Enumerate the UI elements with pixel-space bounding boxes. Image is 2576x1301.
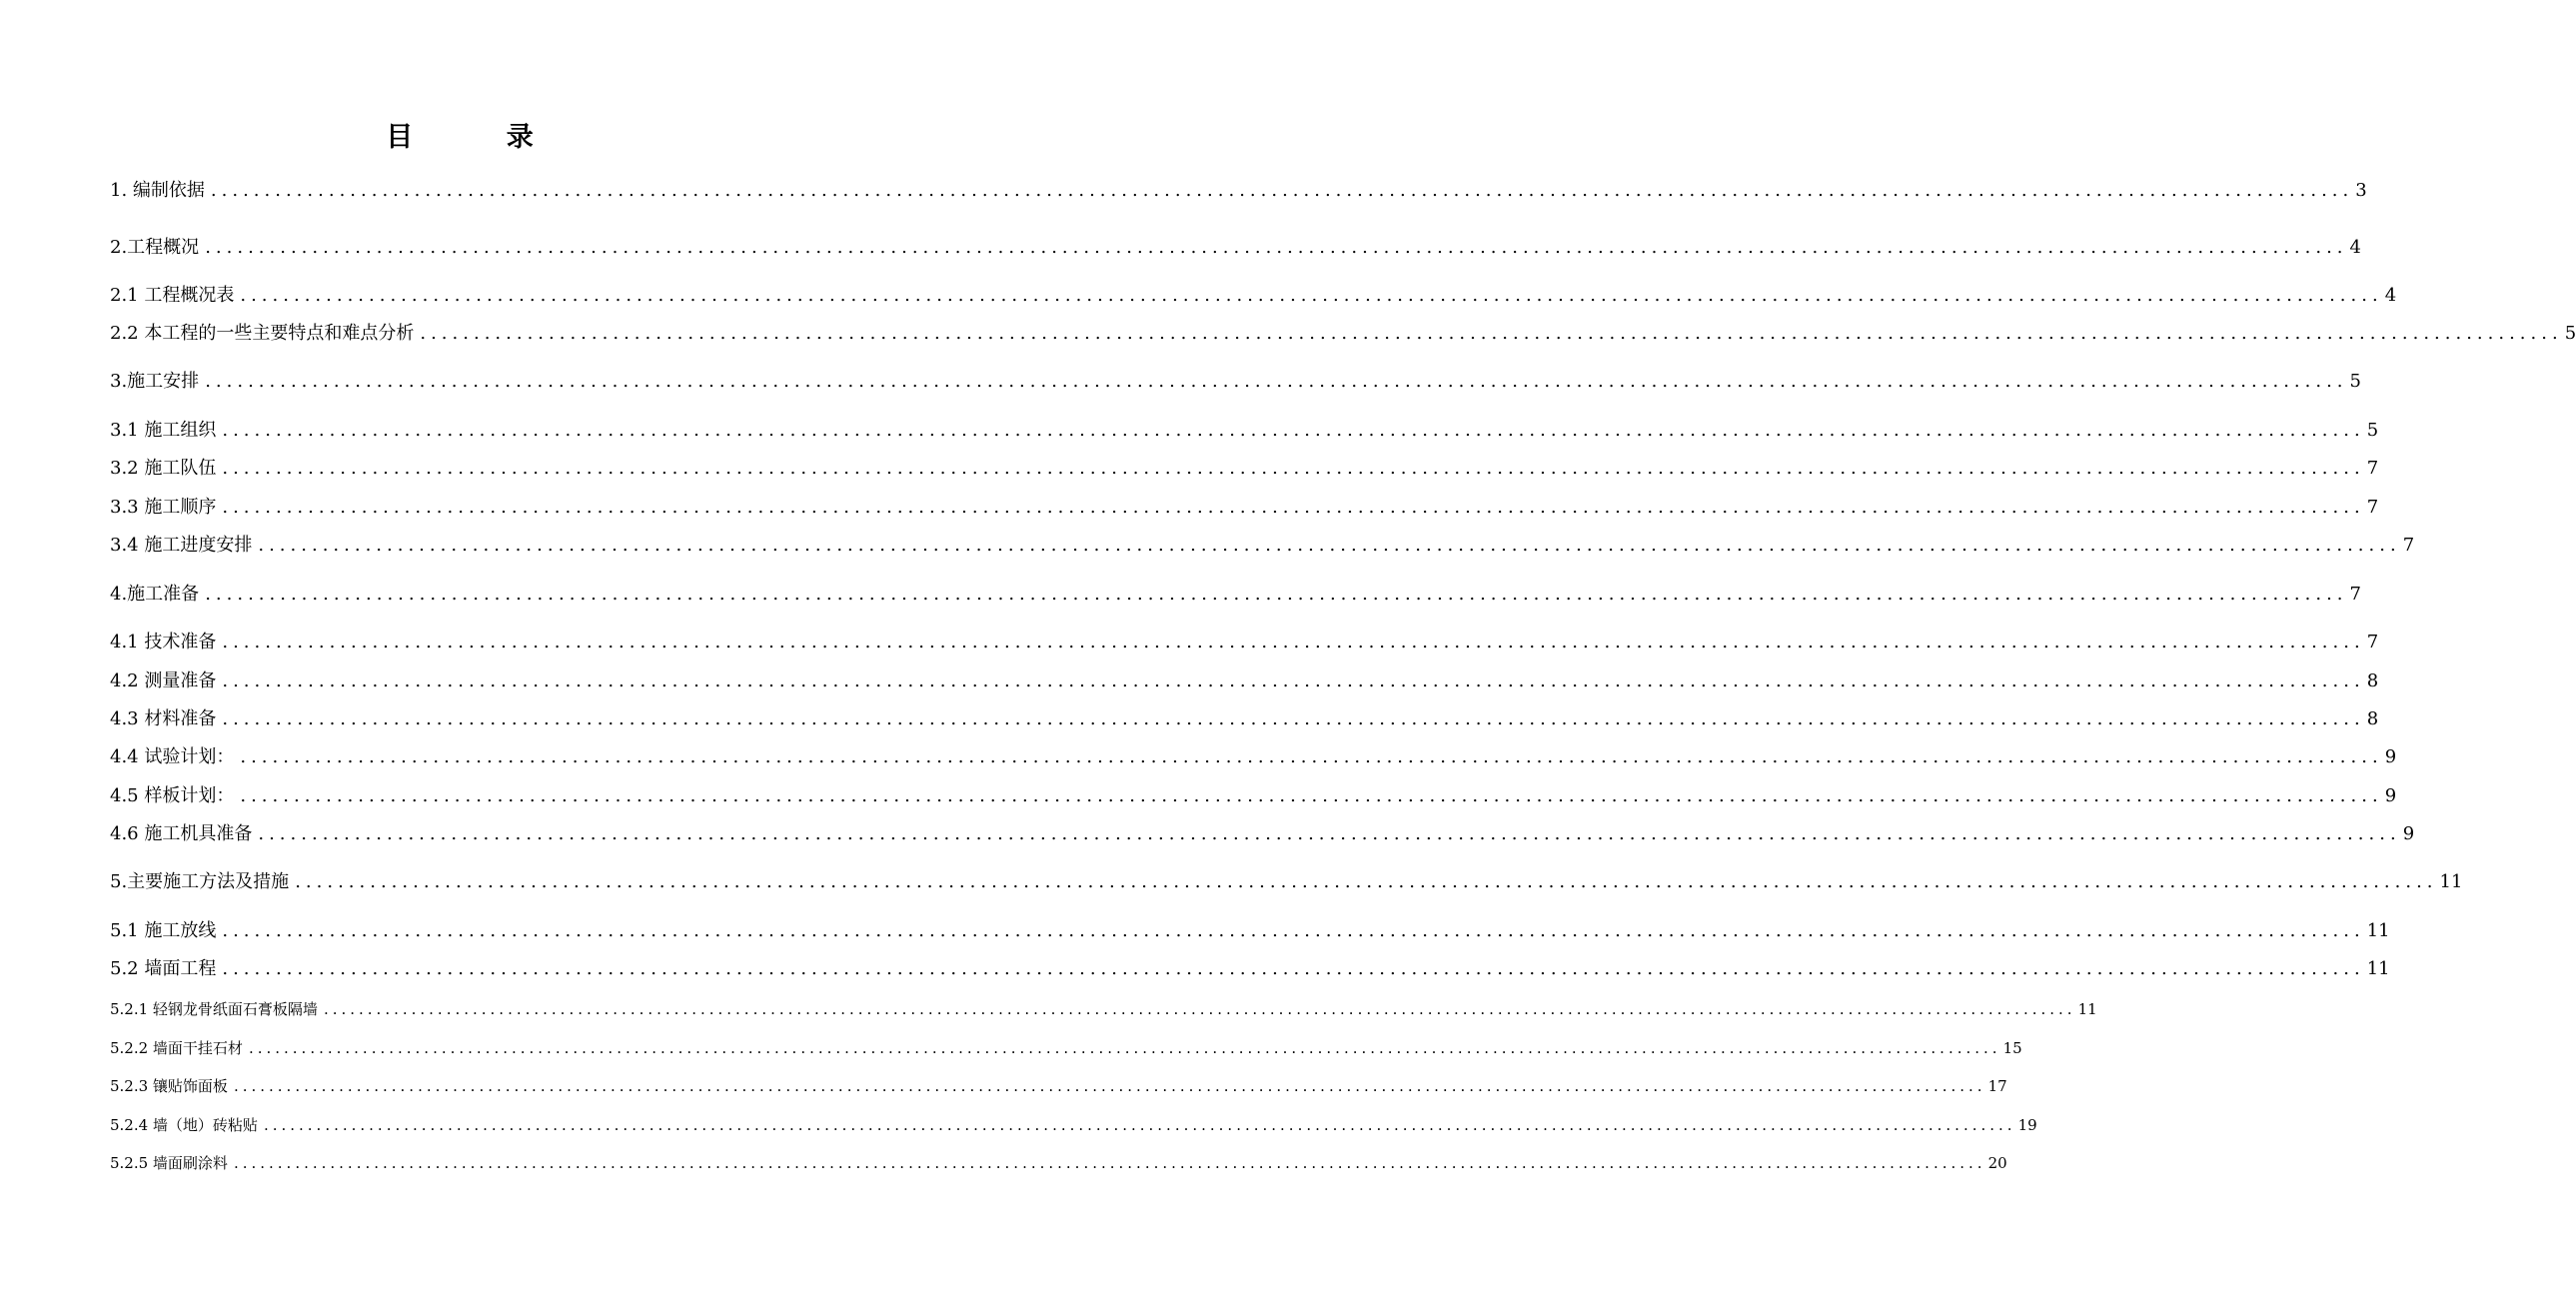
toc-entry[interactable] — [110, 997, 2097, 1021]
toc-entry[interactable] — [110, 1113, 2037, 1137]
toc-dot-leader: ........................................................................................................................................................................................................ — [205, 371, 2348, 392]
toc-dot-leader: ........................................................................................................................................................................................................ — [222, 420, 2365, 441]
toc-entry-page: 7 — [2349, 584, 2361, 605]
toc-dot-leader: ........................................................................................................................................................................................................ — [222, 458, 2365, 479]
toc-entry-label: 2.1 工程概况表 — [110, 285, 235, 306]
toc-dot-leader: ........................................................................................................................................................................................................ — [258, 535, 2401, 556]
toc-entry-label: 3.2 施工队伍 — [110, 458, 217, 479]
toc-entry[interactable] — [110, 1036, 2022, 1060]
toc-entry[interactable] — [110, 784, 2397, 808]
toc-entry-page: 3 — [2355, 180, 2367, 201]
toc-dot-leader: ........................................................................................................................................................................................................ — [240, 746, 2383, 767]
toc-dot-leader: ........................................................................................................................................................................................................ — [263, 1116, 2016, 1134]
toc-dot-leader: ........................................................................................................................................................................................................ — [233, 1154, 1986, 1172]
toc-dot-leader: ........................................................................................................................................................................................................ — [258, 823, 2401, 844]
toc-entry[interactable] — [110, 179, 2367, 203]
toc-dot-leader: ........................................................................................................................................................................................................ — [295, 871, 2438, 892]
toc-dot-leader: ........................................................................................................................................................................................................ — [233, 1077, 1986, 1095]
toc-dot-leader: ........................................................................................................................................................................................................ — [222, 632, 2365, 652]
toc-entry-label: 5.2 墙面工程 — [110, 958, 217, 979]
toc-entry-page: 20 — [1987, 1154, 2007, 1172]
toc-entry-label: 5.主要施工方法及措施 — [110, 871, 290, 892]
toc-entry-page: 19 — [2017, 1116, 2037, 1134]
toc-entry-page: 9 — [2384, 785, 2397, 806]
toc-entry[interactable] — [110, 707, 2379, 731]
toc-entry[interactable] — [110, 419, 2379, 443]
toc-entry-page: 4 — [2384, 285, 2397, 306]
toc-entry-label: 5.2.1 轻钢龙骨纸面石膏板隔墙 — [110, 1000, 318, 1018]
toc-entry[interactable] — [110, 236, 2361, 260]
toc-dot-leader: ........................................................................................................................................................................................................ — [323, 1000, 2076, 1018]
toc-entry-page: 11 — [2366, 958, 2390, 979]
toc-entry[interactable] — [110, 457, 2379, 481]
toc-entry-label: 4.3 材料准备 — [110, 708, 217, 729]
toc-entry[interactable] — [110, 745, 2397, 769]
toc-dot-leader: ........................................................................................................................................................................................................ — [222, 920, 2365, 941]
toc-entry-page: 7 — [2402, 535, 2415, 556]
toc-dot-leader: ........................................................................................................................................................................................................ — [205, 584, 2348, 605]
toc-entry[interactable] — [110, 669, 2379, 693]
toc-entry-page: 17 — [1987, 1077, 2007, 1095]
toc-entry-label: 5.2.5 墙面刷涂料 — [110, 1154, 228, 1172]
toc-entry-label: 1. 编制依据 — [110, 180, 205, 201]
toc-entry[interactable] — [110, 870, 2463, 894]
toc-entry-page: 9 — [2402, 823, 2415, 844]
toc-entry-label: 2.2 本工程的一些主要特点和难点分析 — [110, 323, 415, 344]
toc-entry-label: 5.2.2 墙面干挂石材 — [110, 1039, 243, 1057]
toc-dot-leader: ........................................................................................................................................................................................................ — [222, 670, 2365, 691]
toc-entry[interactable] — [110, 284, 2397, 308]
toc-dot-leader: ........................................................................................................................................................................................................ — [248, 1039, 2001, 1057]
toc-entry-label: 3.4 施工进度安排 — [110, 535, 253, 556]
toc-entry-label: 5.1 施工放线 — [110, 920, 217, 941]
toc-entry-label: 2.工程概况 — [110, 237, 200, 258]
toc-entry[interactable] — [110, 583, 2361, 607]
toc-dot-leader: ........................................................................................................................................................................................................ — [222, 497, 2365, 518]
toc-entry[interactable] — [110, 919, 2390, 943]
toc-entry-label: 4.1 技术准备 — [110, 632, 217, 652]
toc-entry-page: 5 — [2349, 371, 2361, 392]
toc-entry-label: 5.2.4 墙（地）砖粘贴 — [110, 1116, 258, 1134]
toc-entry[interactable] — [110, 631, 2379, 654]
toc-dot-leader: ........................................................................................................................................................................................................ — [222, 708, 2365, 729]
toc-entry-label: 4.4 试验计划： — [110, 746, 235, 767]
toc-dot-leader: ........................................................................................................................................................................................................ — [210, 180, 2354, 201]
toc-entry-page: 8 — [2366, 670, 2379, 691]
toc-entry-page: 7 — [2366, 497, 2379, 518]
toc-entry-page: 9 — [2384, 746, 2397, 767]
toc-dot-leader: ........................................................................................................................................................................................................ — [240, 285, 2383, 306]
toc-entry-page: 5 — [2366, 420, 2379, 441]
toc-entry-page: 4 — [2349, 237, 2361, 258]
toc-dot-leader: ........................................................................................................................................................................................................ — [222, 958, 2365, 979]
toc-entry-label: 4.5 样板计划： — [110, 785, 235, 806]
toc-dot-leader: ........................................................................................................................................................................................................ — [420, 323, 2563, 344]
toc-entry[interactable] — [110, 957, 2390, 981]
page-title: 目 录 — [386, 122, 576, 153]
toc-entry-page: 5 — [2564, 323, 2576, 344]
toc-entry[interactable] — [110, 822, 2415, 846]
toc-entry[interactable] — [110, 496, 2379, 520]
toc-entry[interactable] — [110, 534, 2415, 558]
toc-entry-label: 4.6 施工机具准备 — [110, 823, 253, 844]
toc-entry-page: 7 — [2366, 632, 2379, 652]
toc-entry-label: 3.1 施工组织 — [110, 420, 217, 441]
toc-entry-page: 15 — [2002, 1039, 2022, 1057]
toc-entry-label: 4.2 测量准备 — [110, 670, 217, 691]
toc-entry[interactable] — [110, 1074, 2007, 1098]
toc-entry-page: 8 — [2366, 708, 2379, 729]
toc-entry-label: 5.2.3 镶贴饰面板 — [110, 1077, 228, 1095]
toc-dot-leader: ........................................................................................................................................................................................................ — [240, 785, 2383, 806]
toc-entry[interactable] — [110, 322, 2576, 346]
toc-dot-leader: ........................................................................................................................................................................................................ — [205, 237, 2348, 258]
toc-entry-label: 3.施工安排 — [110, 371, 200, 392]
toc-entry-label: 4.施工准备 — [110, 584, 200, 605]
toc-entry-page: 7 — [2366, 458, 2379, 479]
toc-entry[interactable] — [110, 370, 2361, 394]
toc-entry-label: 3.3 施工顺序 — [110, 497, 217, 518]
toc-entry-page: 11 — [2366, 920, 2390, 941]
toc-entry-page: 11 — [2439, 871, 2463, 892]
toc-entry[interactable] — [110, 1151, 2007, 1175]
toc-entry-page: 11 — [2077, 1000, 2097, 1018]
